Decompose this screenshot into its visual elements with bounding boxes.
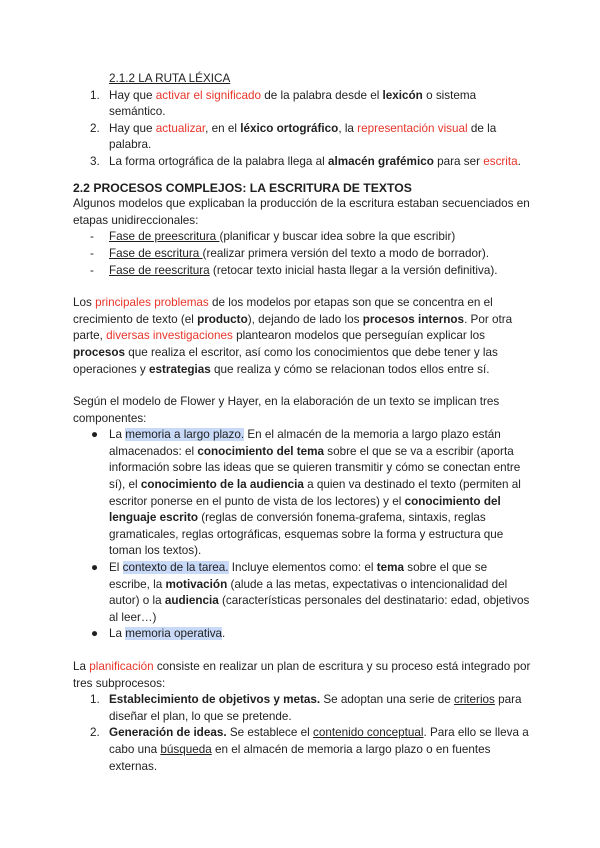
- model-intro-paragraph: Según el modelo de Flower y Hayer, en la elaboración de un texto se implican tres componentes:: [73, 395, 500, 425]
- list-number: 3.: [90, 154, 100, 168]
- bold-term: conocimiento del lenguaje escrito: [109, 494, 501, 525]
- bold-term: procesos internos: [362, 312, 465, 326]
- highlighted-term: diversas investigaciones: [106, 329, 233, 343]
- highlighted-term: activar el significado: [155, 88, 262, 102]
- text-run: para ser: [433, 154, 484, 168]
- text-run: La: [73, 660, 90, 673]
- bullet-marker: ●: [91, 627, 99, 641]
- bullet-marker: ●: [91, 428, 99, 442]
- bullet-marker: ●: [91, 561, 99, 575]
- text-run: En el almacén de la memoria a largo plazo están almacenados: el: [109, 428, 501, 458]
- numbered-list-item: [73, 692, 531, 725]
- highlighted-concept: memoria a largo plazo.: [125, 428, 245, 442]
- dash-list-item: [73, 246, 531, 263]
- text-run: Se establece el: [226, 726, 313, 740]
- text-run: de los modelos por etapas son que se concentra en el crecimiento de texto (el: [73, 296, 493, 326]
- text-run: La forma ortográfica de la palabra llega al: [109, 154, 328, 168]
- text-run: consiste en realizar un plan de escritura y su proceso está integrado por tres subprocesos:: [73, 660, 531, 690]
- bold-term: Establecimiento de objetivos y metas.: [109, 693, 321, 707]
- text-run: .: [222, 627, 226, 641]
- text-run: ), dejando de lado los: [247, 312, 363, 326]
- text-run: , la: [338, 121, 358, 135]
- bold-term: audiencia: [164, 594, 219, 608]
- text-run: . Por otra parte,: [73, 312, 513, 343]
- list-item-text: [109, 561, 529, 624]
- bullet-list-item: [73, 560, 531, 626]
- text-run: que realiza el escritor, así como los conocimientos que debe tener y las operaciones y: [73, 345, 498, 376]
- text-run: a quien va destinado el texto (permiten al escritor ponerse en el punto de vista de los lectores) y el: [109, 478, 521, 508]
- text-run: de la palabra desde el: [261, 88, 383, 102]
- text-run: .: [517, 154, 521, 168]
- list-item-text: [109, 428, 521, 557]
- bold-term: almacén grafémico: [327, 154, 434, 168]
- text-run: (realizar primera versión del texto a modo de borrador).: [202, 246, 490, 260]
- list-item-text: [109, 122, 496, 152]
- highlighted-concept: contexto de la tarea.: [122, 561, 229, 575]
- text-run: . Para ello se lleva a cabo una: [109, 726, 529, 756]
- text-run: Incluye elementos como: el: [228, 561, 377, 575]
- bold-term: conocimiento de la audiencia: [140, 478, 304, 492]
- bold-term: procesos: [73, 345, 125, 359]
- dash-marker: -: [90, 246, 94, 260]
- text-run: sobre el que se escribe, la: [109, 561, 488, 591]
- text-run: La: [109, 428, 126, 442]
- bold-term: motivación: [165, 577, 228, 591]
- bold-term: tema: [376, 561, 404, 575]
- underlined-term: contenido conceptual: [313, 726, 424, 740]
- text-run: sobre el que se va a escribir (aporta información sobre las ideas que se quieren transmitir y cómo se conectan entre sí), el: [109, 444, 521, 492]
- bullet-list-item: [73, 626, 531, 643]
- text-run: El: [109, 561, 123, 575]
- text-run: Hay que: [109, 121, 156, 135]
- list-item-text: [109, 693, 522, 723]
- text-run: Hay que: [109, 88, 156, 102]
- text-run: de la palabra.: [109, 121, 497, 152]
- bold-term: conocimiento del tema: [197, 444, 324, 458]
- list-number: 2.: [90, 121, 100, 135]
- section-heading: 2.2 PROCESOS COMPLEJOS: LA ESCRITURA DE TEXTOS: [73, 180, 412, 195]
- list-item-text: [109, 89, 476, 119]
- underlined-term: Fase de escritura: [109, 246, 203, 260]
- dash-marker: -: [90, 263, 94, 277]
- problems-paragraph: [73, 295, 531, 378]
- text-run: para diseñar el plan, lo que se pretende.: [109, 693, 522, 723]
- dash-list-item: [73, 229, 531, 246]
- text-run: (reglas de conversión fonema-grafema, sintaxis, reglas gramaticales, reglas ortográficas, esquemas sobre la forma y estructura que toman los textos).: [109, 511, 504, 558]
- underlined-term: Fase de preescritura: [109, 230, 220, 244]
- highlighted-term: principales problemas: [95, 296, 209, 310]
- highlighted-concept: memoria operativa: [125, 627, 223, 641]
- numbered-list-item: [73, 88, 531, 121]
- text-run: en el almacén de memoria a largo plazo o en fuentes externas.: [109, 742, 491, 773]
- planning-paragraph: [73, 659, 531, 692]
- numbered-list-item: [73, 725, 531, 775]
- text-run: plantearon modelos que perseguían explicar los: [232, 329, 485, 343]
- underlined-term: búsqueda: [160, 742, 212, 756]
- highlighted-term: escrita: [483, 154, 518, 168]
- bullet-list-item: [73, 427, 531, 560]
- list-item-text: [109, 264, 497, 277]
- list-number: 1.: [90, 693, 100, 707]
- highlighted-term: planificación: [89, 660, 154, 673]
- underlined-term: criterios: [453, 693, 495, 707]
- list-item-text: [109, 247, 489, 260]
- text-run: Los: [73, 296, 96, 310]
- list-item-text: [109, 230, 455, 243]
- text-run: (alude a las metas, expectativas o intencionalidad del autor) o la: [109, 577, 508, 608]
- bold-term: lexicón: [382, 88, 423, 102]
- dash-list-item: [73, 263, 531, 280]
- bold-term: estrategias: [149, 362, 211, 376]
- list-item-text: [109, 726, 529, 772]
- list-number: 2.: [90, 726, 100, 740]
- numbered-list-item: [73, 121, 531, 154]
- text-run: La: [109, 627, 126, 641]
- bold-term: léxico ortográfico: [240, 121, 339, 135]
- text-run: Se adoptan una serie de: [320, 693, 454, 707]
- underlined-term: Fase de reescritura: [109, 263, 210, 277]
- highlighted-term: representación visual: [357, 121, 468, 135]
- bold-term: Generación de ideas.: [109, 726, 227, 740]
- document-page: [73, 71, 531, 775]
- list-item-text: [109, 627, 225, 640]
- text-run: (planificar y buscar idea sobre la que escribir): [219, 230, 456, 244]
- list-number: 1.: [90, 88, 100, 102]
- text-run: , en el: [205, 121, 241, 135]
- bold-term: producto: [197, 312, 248, 326]
- subsection-heading: 2.1.2 LA RUTA LÉXICA: [109, 72, 231, 85]
- intro-paragraph: Algunos modelos que explicaban la producción de la escritura estaban secuenciados en etapas unidireccionales:: [73, 197, 530, 227]
- text-run: (retocar texto inicial hasta llegar a la versión definitiva).: [209, 263, 498, 277]
- list-item-text: [109, 155, 521, 168]
- numbered-list-item: [73, 154, 531, 171]
- text-run: (características personales del destinatario: edad, objetivos al leer…): [109, 594, 530, 624]
- highlighted-term: actualizar: [155, 121, 206, 135]
- text-run: o sistema semántico.: [109, 88, 477, 119]
- dash-marker: -: [90, 230, 94, 244]
- text-run: que realiza y cómo se relacionan todos ellos entre sí.: [210, 362, 490, 376]
